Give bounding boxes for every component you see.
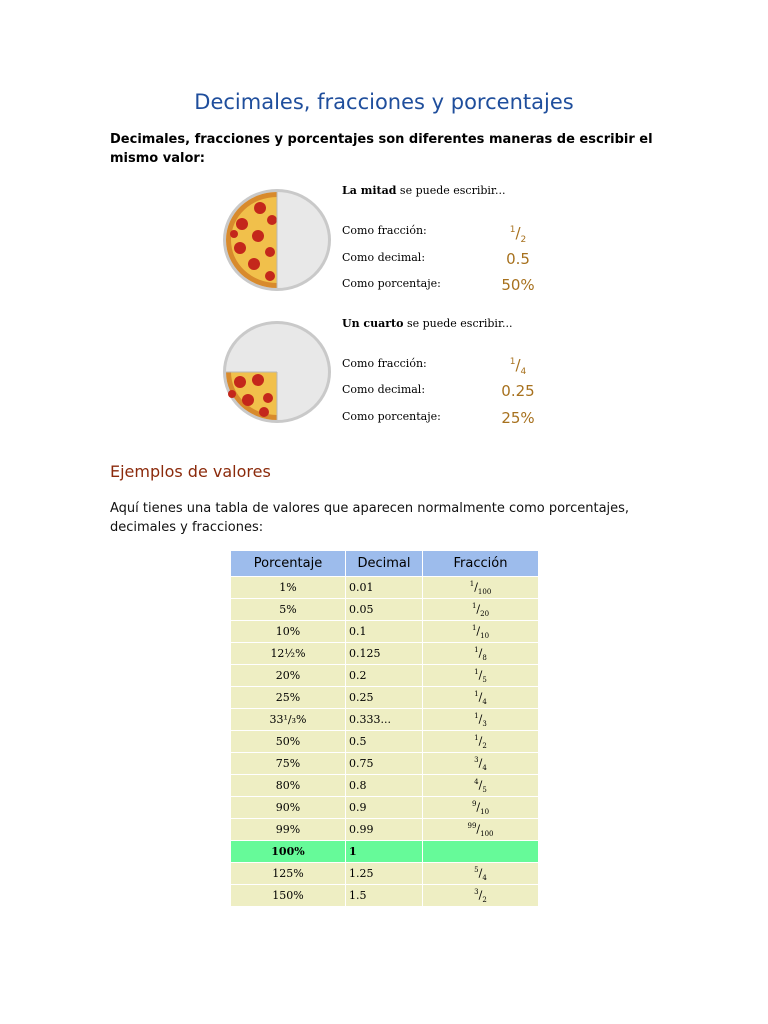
cell-fraction [423, 731, 538, 752]
fraction-slash: / [476, 800, 481, 814]
fraction-slash: / [478, 690, 483, 704]
example-half-percent-value: 50% [501, 276, 535, 294]
table-row [231, 709, 538, 730]
cell-percent: 50% [231, 731, 345, 752]
cell-percent: 33¹/₃% [231, 709, 345, 730]
cell-fraction [423, 841, 538, 862]
example-quarter-percent-label: Como porcentaje: [342, 410, 441, 423]
cell-fraction [423, 665, 538, 686]
fraction-denominator: 4 [482, 763, 487, 772]
cell-percent: 75% [231, 753, 345, 774]
cell-percent: 150% [231, 885, 345, 906]
fraction-numerator: 3 [474, 755, 479, 764]
cell-decimal: 0.333... [346, 709, 422, 730]
fraction-denominator: 3 [482, 719, 487, 728]
cell-fraction [423, 577, 538, 598]
table-row [231, 841, 538, 862]
fraction-denominator: 2 [482, 741, 487, 750]
cell-percent: 125% [231, 863, 345, 884]
section-text: Aquí tienes una tabla de valores que aparecen normalmente como porcentajes, decimales y fracciones: [110, 501, 630, 535]
fraction-slash: / [478, 712, 483, 726]
table-row [231, 797, 538, 818]
cell-percent: 10% [231, 621, 345, 642]
fraction-denominator: 10 [480, 631, 490, 640]
cell-percent: 20% [231, 665, 345, 686]
example-half-fraction-value: $^1/_2$ [509, 224, 527, 245]
values-table [230, 550, 539, 907]
fraction-denominator: 20 [480, 609, 490, 618]
fraction-denominator: 5 [482, 785, 487, 794]
fraction-denominator: 5 [482, 675, 487, 684]
example-quarter-fraction-label: Como fracción: [342, 357, 427, 370]
cell-decimal: 0.75 [346, 753, 422, 774]
example-half-fraction-label: Como fracción: [342, 224, 427, 237]
table-row [231, 665, 538, 686]
example-quarter-percent-value: 25% [501, 409, 535, 427]
fraction-slash: / [478, 866, 483, 880]
cell-decimal: 1.25 [346, 863, 422, 884]
fraction-denominator: 4 [482, 873, 487, 882]
fraction-slash: / [478, 756, 483, 770]
cell-percent: 5% [231, 599, 345, 620]
table-row [231, 731, 538, 752]
cell-decimal: 1 [346, 841, 422, 862]
fraction-numerator: 1 [471, 623, 477, 632]
example-quarter-decimal-label: Como decimal: [342, 383, 426, 396]
cell-fraction [423, 599, 538, 620]
cell-decimal: 0.25 [346, 687, 422, 708]
fraction-numerator: 9 [471, 799, 477, 808]
example-half-decimal-label: Como decimal: [342, 251, 426, 264]
fraction-denominator: 100 [480, 829, 494, 838]
fraction-numerator: 3 [474, 887, 479, 896]
header-percent: Porcentaje [231, 551, 345, 576]
fraction-slash: / [478, 888, 483, 902]
cell-fraction [423, 709, 538, 730]
cell-percent: 12½% [231, 643, 345, 664]
fraction-numerator: 5 [474, 865, 479, 874]
cell-decimal: 0.05 [346, 599, 422, 620]
cell-percent: 1% [231, 577, 345, 598]
example-quarter-fraction-value: $^1/_4$ [509, 356, 527, 377]
fraction-numerator: 1 [474, 733, 479, 742]
intro-text: Decimales, fracciones y porcentajes son diferentes maneras de escribir el mismo valor: [110, 132, 653, 166]
cell-percent: 90% [231, 797, 345, 818]
table-row [231, 621, 538, 642]
table-body [231, 577, 538, 906]
table-row [231, 643, 538, 664]
pizza-quarter-illustration [220, 318, 334, 426]
fraction-denominator: 100 [477, 587, 492, 596]
table-row [231, 775, 538, 796]
cell-fraction [423, 885, 538, 906]
cell-percent: 100% [231, 841, 345, 862]
fraction-numerator: 1 [471, 601, 477, 610]
example-quarter-heading: Un cuarto se puede escribir... [342, 317, 513, 330]
cell-fraction [423, 775, 538, 796]
cell-percent: 80% [231, 775, 345, 796]
fraction-numerator: 1 [474, 645, 479, 654]
fraction-slash: / [478, 778, 483, 792]
table-row [231, 577, 538, 598]
fraction-slash: / [474, 580, 478, 594]
page-title: Decimales, fracciones y porcentajes [194, 90, 574, 114]
fraction-denominator: 2 [482, 895, 487, 904]
cell-fraction [423, 753, 538, 774]
cell-fraction [423, 863, 538, 884]
cell-decimal: 1.5 [346, 885, 422, 906]
cell-percent: 25% [231, 687, 345, 708]
header-fraction: Fracción [423, 551, 538, 576]
table-header-row [231, 551, 538, 576]
cell-decimal: 0.99 [346, 819, 422, 840]
fraction-slash: / [478, 646, 483, 660]
fraction-slash: / [476, 602, 481, 616]
table-row [231, 885, 538, 906]
cell-fraction [423, 621, 538, 642]
example-half-heading: La mitad se puede escribir... [342, 184, 506, 197]
cell-percent: 99% [231, 819, 345, 840]
cell-fraction [423, 819, 538, 840]
fraction-slash: / [476, 624, 481, 638]
cell-decimal: 0.9 [346, 797, 422, 818]
cell-fraction [423, 797, 538, 818]
table-row [231, 687, 538, 708]
table-row [231, 863, 538, 884]
fraction-slash: / [478, 734, 483, 748]
header-decimal: Decimal [346, 551, 422, 576]
fraction-numerator: 1 [469, 579, 475, 588]
table-row [231, 819, 538, 840]
cell-decimal: 0.5 [346, 731, 422, 752]
example-quarter-decimal-value: 0.25 [501, 382, 535, 400]
cell-decimal: 0.2 [346, 665, 422, 686]
table-row [231, 753, 538, 774]
section-heading: Ejemplos de valores [110, 462, 271, 481]
fraction-denominator: 10 [480, 807, 490, 816]
example-half-decimal-value: 0.5 [506, 250, 530, 268]
example-half-percent-label: Como porcentaje: [342, 277, 441, 290]
cell-decimal: 0.125 [346, 643, 422, 664]
fraction-denominator: 4 [482, 697, 487, 706]
fraction-numerator: 1 [474, 689, 479, 698]
cell-fraction [423, 643, 538, 664]
fraction-numerator: 4 [474, 777, 479, 786]
cell-decimal: 0.1 [346, 621, 422, 642]
cell-decimal: 0.8 [346, 775, 422, 796]
fraction-numerator: 99 [467, 821, 477, 830]
fraction-slash: / [478, 668, 483, 682]
cell-decimal: 0.01 [346, 577, 422, 598]
table-row [231, 599, 538, 620]
fraction-denominator: 8 [482, 653, 487, 662]
fraction-numerator: 1 [474, 711, 479, 720]
pizza-half-illustration [220, 186, 334, 294]
fraction-slash: / [476, 822, 481, 836]
cell-fraction [423, 687, 538, 708]
fraction-numerator: 1 [474, 667, 479, 676]
